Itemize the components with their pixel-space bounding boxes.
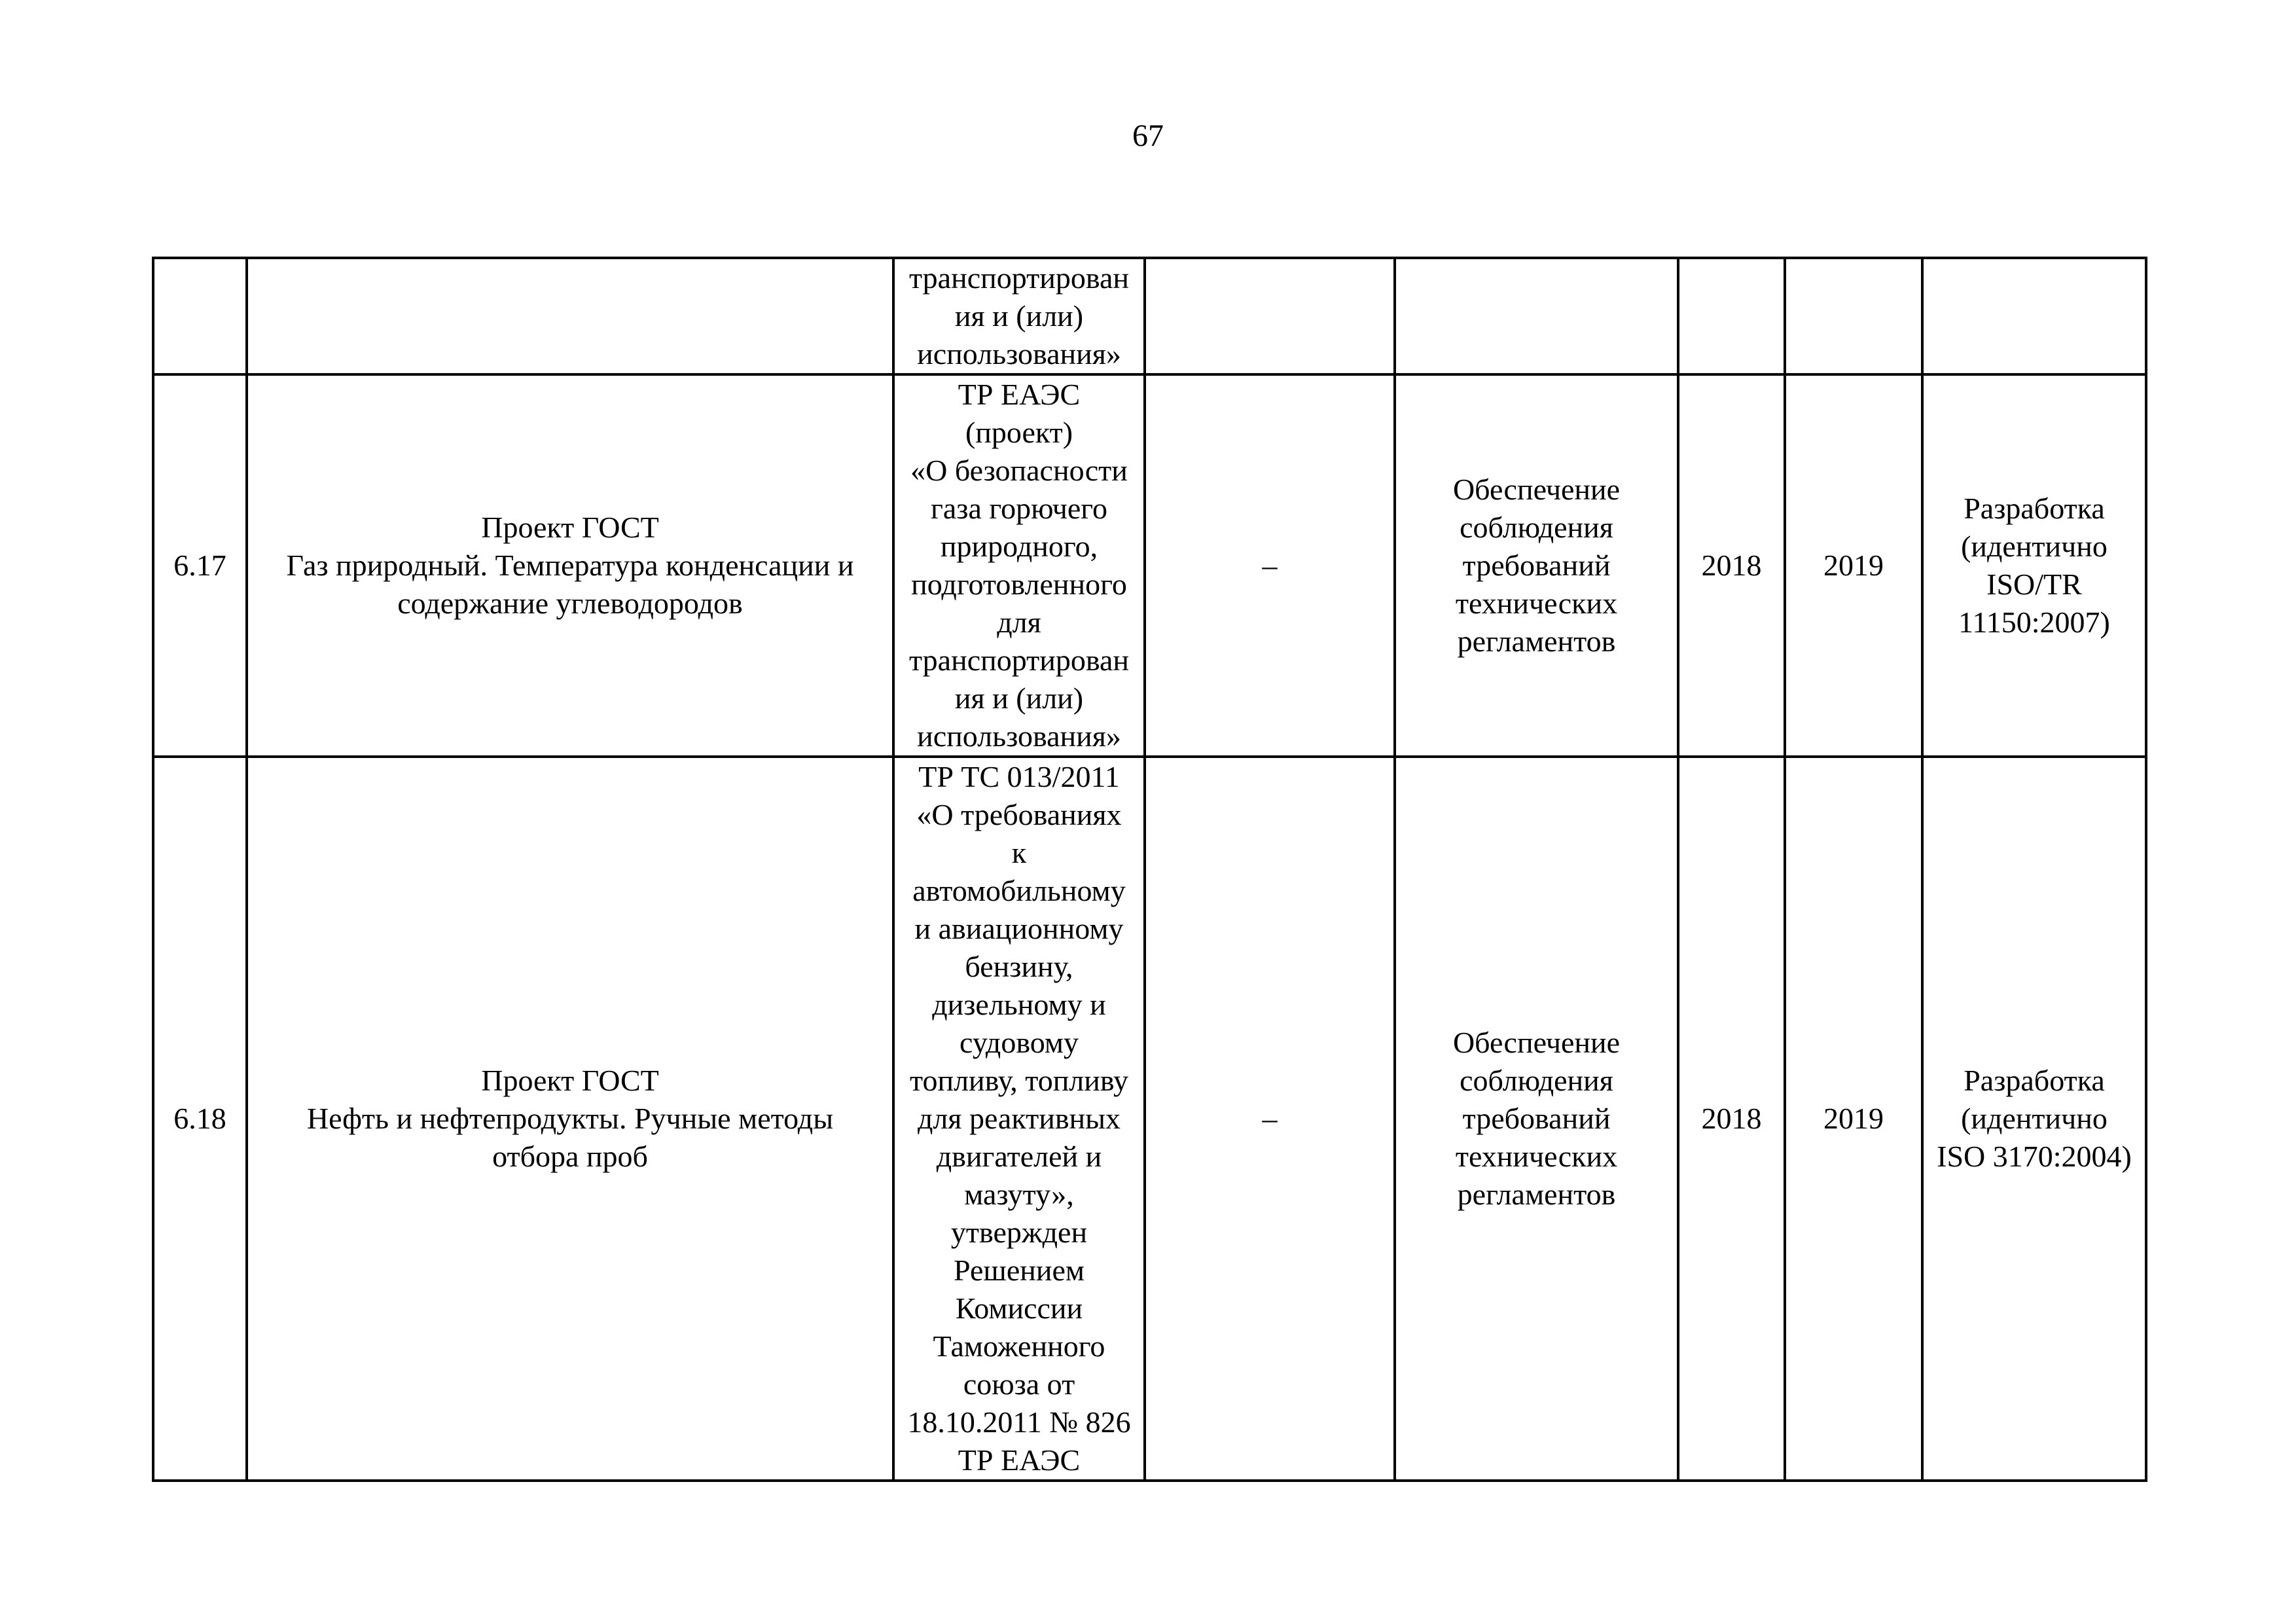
row-number-cell [153,258,247,374]
tech-regulation-cell-line: ТР ЕАЭС [958,1443,1081,1477]
purpose-cell [1395,757,1678,1481]
dash-cell [1145,258,1395,374]
standard-title-cell-line: Газ природный. Температура конденсации и [286,549,854,582]
tech-regulation-cell-line: природного, [940,530,1098,563]
tech-regulation-cell-line: газа горючего [931,492,1107,525]
purpose-cell-line: Обеспечение [1452,1026,1621,1059]
start-year-cell: 2018 [1678,374,1785,757]
note-cell [1922,258,2146,374]
dash-cell: – [1145,374,1395,757]
standard-title-cell [247,374,893,757]
tech-regulation-cell [893,374,1145,757]
tech-regulation-cell-line: Комиссии [955,1291,1083,1325]
page-number: 67 [1132,118,1164,153]
tech-regulation-cell-line: «О безопасности [910,454,1128,487]
tech-regulation-cell-line: транспортирован [909,643,1129,677]
tech-regulation-cell-line: использования» [917,719,1121,753]
table-row-continuation [153,258,2146,374]
table-row-6-17 [153,374,2146,757]
tech-regulation-cell-line: (проект) [965,416,1073,449]
standards-table [152,257,2147,1482]
tech-regulation-cell-line: к [1011,836,1027,869]
tech-regulation-cell-line: ия и (или) [954,681,1084,715]
tech-regulation-cell-line: двигателей и [936,1140,1102,1173]
purpose-cell-line: соблюдения [1460,1064,1613,1097]
standard-title-cell [247,757,893,1481]
tech-regulation-cell-line: утвержден [950,1216,1088,1249]
tech-regulation-cell-line: топливу, топливу [909,1064,1129,1097]
tech-regulation-cell [893,258,1145,374]
tech-regulation-cell-line: «О требованиях [916,798,1122,831]
note-cell [1922,757,2146,1481]
dash-cell: – [1145,757,1395,1481]
tech-regulation-cell-line: Таможенного [933,1329,1105,1363]
table-row-6-18 [153,757,2146,1481]
standard-title-cell-line: Нефть и нефтепродукты. Ручные методы [306,1102,834,1135]
standard-title-cell [247,258,893,374]
start-year-cell [1678,258,1785,374]
tech-regulation-cell-line: ия и (или) [954,299,1084,333]
row-number-cell: 6.17 [153,374,247,757]
tech-regulation-cell-line: мазуту», [964,1178,1074,1211]
tech-regulation-cell-line: бензину, [965,950,1073,983]
note-cell-line: (идентично [1961,1102,2108,1135]
purpose-cell [1395,258,1678,374]
standard-title-cell-line: отбора проб [492,1140,648,1173]
standard-title-cell-line: Проект ГОСТ [481,511,659,544]
note-cell-line: Разработка [1964,1064,2105,1097]
end-year-cell: 2019 [1785,757,1922,1481]
end-year-cell: 2019 [1785,374,1922,757]
standard-title-cell-line: содержание углеводородов [397,586,743,620]
note-cell-line: 11150:2007) [1958,605,2110,639]
purpose-cell-line: Обеспечение [1452,473,1621,506]
note-cell-line: Разработка [1964,492,2105,525]
purpose-cell-line: регламентов [1457,1178,1616,1211]
tech-regulation-cell-line: для реактивных [917,1102,1121,1135]
purpose-cell-line: регламентов [1457,624,1616,658]
tech-regulation-cell-line: автомобильному [912,874,1126,907]
tech-regulation-cell-line: использования» [917,337,1121,370]
tech-regulation-cell-line: для [997,605,1041,639]
tech-regulation-cell-line: дизельному и [932,988,1106,1021]
tech-regulation-cell-line: транспортирован [909,261,1129,295]
purpose-cell-line: соблюдения [1460,511,1613,544]
tech-regulation-cell-line: 18.10.2011 № 826 [907,1405,1131,1439]
tech-regulation-cell [893,757,1145,1481]
tech-regulation-cell-line: судовому [960,1026,1079,1059]
tech-regulation-cell-line: ТР ЕАЭС [958,378,1081,411]
note-cell-line: ISO/TR [1986,568,2082,601]
tech-regulation-cell-line: и авиационному [914,912,1124,945]
standard-title-cell-line: Проект ГОСТ [481,1064,659,1097]
purpose-cell [1395,374,1678,757]
note-cell [1922,374,2146,757]
row-number-cell: 6.18 [153,757,247,1481]
tech-regulation-cell-line: ТР ТС 013/2011 [918,760,1120,793]
note-cell-line: (идентично [1961,530,2108,563]
purpose-cell-line: требований [1462,549,1611,582]
purpose-cell-line: технических [1455,1140,1618,1173]
start-year-cell: 2018 [1678,757,1785,1481]
note-cell-line: ISO 3170:2004) [1937,1140,2132,1173]
end-year-cell [1785,258,1922,374]
tech-regulation-cell-line: Решением [954,1254,1085,1287]
table-body [153,258,2146,1481]
tech-regulation-cell-line: союза от [963,1367,1075,1401]
purpose-cell-line: требований [1462,1102,1611,1135]
tech-regulation-cell-line: подготовленного [911,568,1127,601]
purpose-cell-line: технических [1455,586,1618,620]
